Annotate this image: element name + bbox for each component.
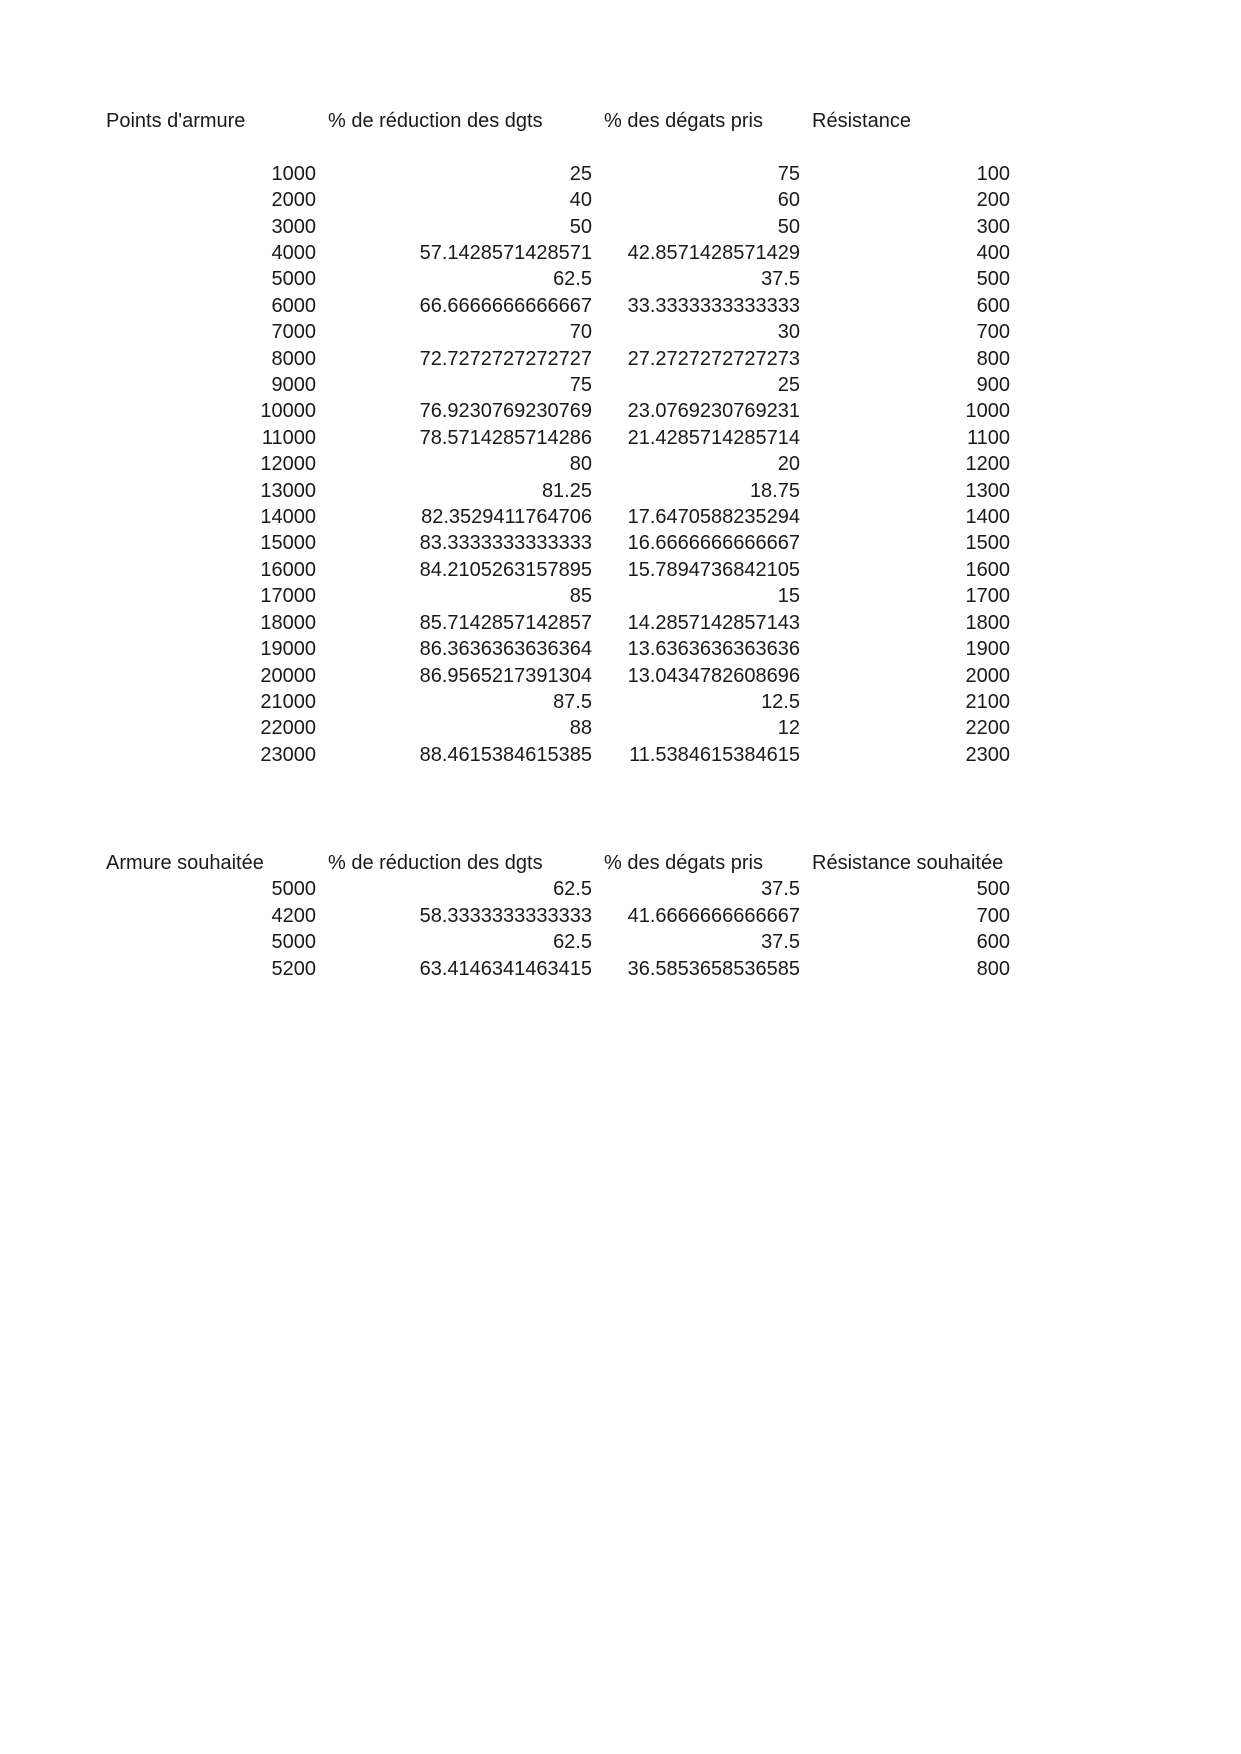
table-row — [100, 266, 1016, 292]
table-row — [100, 187, 1016, 213]
table-cell: 4200 — [271, 904, 316, 927]
table-cell: 1400 — [965, 506, 1010, 529]
table-row — [100, 214, 1016, 240]
table-cell: 63.4146341463415 — [419, 957, 592, 980]
table-row — [100, 956, 1016, 982]
table-cell: 15.7894736842105 — [627, 558, 800, 581]
table-row — [100, 451, 1016, 477]
table-cell: 14.2857142857143 — [627, 611, 800, 634]
table-cell: 500 — [976, 268, 1010, 291]
table-cell: 37.5 — [761, 268, 800, 291]
table-cell: 25 — [777, 374, 800, 397]
table-cell: 58.3333333333333 — [419, 904, 592, 927]
table-row — [100, 557, 1016, 583]
table-cell: 8000 — [271, 347, 316, 370]
table-cell: 300 — [976, 215, 1010, 238]
table-row — [100, 319, 1016, 345]
table-row — [100, 663, 1016, 689]
table-cell: 9000 — [271, 374, 316, 397]
desired-armor-table — [100, 850, 1016, 982]
table-cell: 40 — [569, 189, 592, 212]
table-cell: 600 — [976, 931, 1010, 954]
table-cell: 18.75 — [749, 479, 800, 502]
table-row — [100, 161, 1016, 187]
table-cell: 62.5 — [553, 268, 592, 291]
table-cell: 88.4615384615385 — [419, 743, 592, 766]
table-cell: 81.25 — [541, 479, 592, 502]
table-cell: 1100 — [966, 426, 1010, 449]
table-cell: 13.0434782608696 — [627, 664, 800, 687]
table-cell: 11.5384615384615 — [629, 743, 800, 766]
desired-armor-table-body — [100, 876, 1016, 982]
table-cell: 83.3333333333333 — [419, 532, 592, 555]
table-cell: 4000 — [271, 242, 316, 265]
table-row — [100, 742, 1016, 768]
table-cell: 80 — [569, 453, 592, 476]
table-row — [100, 715, 1016, 741]
table-row — [100, 504, 1016, 530]
table-row — [100, 398, 1016, 424]
table-cell: 27.2727272727273 — [627, 347, 800, 370]
header-cell: % de réduction des dgts — [328, 110, 543, 132]
table-cell: 18000 — [260, 611, 316, 634]
table-row — [100, 903, 1016, 929]
header-row — [100, 108, 1016, 134]
armor-table-body — [100, 134, 1016, 768]
table-cell: 76.9230769230769 — [419, 400, 592, 423]
header-cell: % de réduction des dgts — [328, 852, 543, 874]
table-cell: 1600 — [965, 558, 1010, 581]
table-cell: 15 — [777, 585, 800, 608]
table-row — [100, 372, 1016, 398]
table-row — [100, 293, 1016, 319]
table-cell: 62.5 — [553, 931, 592, 954]
table-cell: 25 — [569, 162, 592, 185]
table-cell: 36.5853658536585 — [627, 957, 800, 980]
table-cell: 87.5 — [553, 690, 592, 713]
table-cell: 17000 — [260, 585, 316, 608]
table-cell: 1000 — [965, 400, 1010, 423]
table-cell: 5000 — [271, 878, 316, 901]
table-cell: 41.6666666666667 — [627, 904, 800, 927]
table-cell: 400 — [976, 242, 1010, 265]
table-cell: 75 — [777, 162, 800, 185]
table-cell: 500 — [976, 878, 1010, 901]
table-cell: 14000 — [260, 506, 316, 529]
table-cell: 85 — [569, 585, 592, 608]
armor-table — [100, 108, 1016, 768]
table-cell: 200 — [976, 189, 1010, 212]
header-cell: Points d'armure — [106, 110, 246, 132]
table-cell: 800 — [976, 957, 1010, 980]
table-cell: 37.5 — [761, 931, 800, 954]
table-cell: 86.9565217391304 — [419, 664, 592, 687]
table-cell: 30 — [777, 321, 800, 344]
table-cell: 1500 — [965, 532, 1010, 555]
table-cell: 2100 — [965, 690, 1010, 713]
table-cell: 11000 — [261, 426, 316, 449]
table-row — [100, 929, 1016, 955]
table-cell: 1300 — [965, 479, 1010, 502]
table-cell: 42.8571428571429 — [627, 242, 800, 265]
table-cell: 86.3636363636364 — [419, 638, 592, 661]
header-cell: Résistance — [812, 110, 911, 132]
table-row — [100, 346, 1016, 372]
table-cell: 2000 — [271, 189, 316, 212]
table-cell: 15000 — [260, 532, 316, 555]
table-cell: 23.0769230769231 — [627, 400, 800, 423]
header-cell: Résistance souhaitée — [812, 852, 1004, 874]
table-cell: 21.4285714285714 — [627, 426, 800, 449]
table-cell: 2200 — [965, 717, 1010, 740]
table-cell: 17.6470588235294 — [627, 506, 800, 529]
header-cell: % des dégats pris — [604, 852, 763, 874]
header-cell: % des dégats pris — [604, 110, 763, 132]
table-cell: 37.5 — [761, 878, 800, 901]
table-row — [100, 478, 1016, 504]
table-cell: 600 — [976, 294, 1010, 317]
table-cell: 50 — [777, 215, 800, 238]
table-cell: 85.7142857142857 — [419, 611, 592, 634]
table-cell: 1800 — [965, 611, 1010, 634]
table-cell: 900 — [976, 374, 1010, 397]
table-cell: 1200 — [965, 453, 1010, 476]
table-cell: 700 — [976, 904, 1010, 927]
table-row — [100, 240, 1016, 266]
table-row — [100, 876, 1016, 902]
table-cell: 5000 — [271, 931, 316, 954]
table-cell: 3000 — [271, 215, 316, 238]
table-cell: 70 — [569, 321, 592, 344]
table-cell: 50 — [569, 215, 592, 238]
table-cell: 16000 — [260, 558, 316, 581]
table-cell: 78.5714285714286 — [419, 426, 592, 449]
table-cell: 33.3333333333333 — [627, 294, 800, 317]
table-cell: 100 — [976, 162, 1010, 185]
table-cell: 20000 — [260, 664, 316, 687]
table-row — [100, 610, 1016, 636]
table-cell: 57.1428571428571 — [419, 242, 592, 265]
table-cell: 19000 — [260, 638, 316, 661]
table-cell: 20 — [777, 453, 800, 476]
table-cell: 13000 — [260, 479, 316, 502]
header-row — [100, 850, 1016, 876]
table-cell: 10000 — [260, 400, 316, 423]
table-cell: 75 — [569, 374, 592, 397]
table-row — [100, 636, 1016, 662]
table-cell: 6000 — [271, 294, 316, 317]
table-cell: 23000 — [260, 743, 316, 766]
table-row — [100, 530, 1016, 556]
table-cell: 12 — [777, 717, 800, 740]
table-cell: 800 — [976, 347, 1010, 370]
table-cell: 2000 — [965, 664, 1010, 687]
table-cell: 5200 — [271, 957, 316, 980]
table-cell: 16.6666666666667 — [627, 532, 800, 555]
table-cell: 60 — [777, 189, 800, 212]
table-cell: 7000 — [271, 321, 316, 344]
table-cell: 13.6363636363636 — [627, 638, 800, 661]
table-cell: 62.5 — [553, 878, 592, 901]
table-cell: 5000 — [271, 268, 316, 291]
table-cell: 21000 — [260, 690, 316, 713]
table-cell: 82.3529411764706 — [421, 506, 592, 529]
table-cell: 88 — [569, 717, 592, 740]
table-cell: 12.5 — [761, 690, 800, 713]
table-cell: 22000 — [260, 717, 316, 740]
table-cell: 72.7272727272727 — [419, 347, 592, 370]
table-cell: 700 — [976, 321, 1010, 344]
table-cell: 66.6666666666667 — [419, 294, 592, 317]
table-cell: 1900 — [965, 638, 1010, 661]
table-cell: 2300 — [965, 743, 1010, 766]
table-row — [100, 425, 1016, 451]
table-cell: 1700 — [965, 585, 1010, 608]
table-cell: 12000 — [260, 453, 316, 476]
table-cell: 1000 — [271, 162, 316, 185]
table-row — [100, 583, 1016, 609]
empty-row — [100, 134, 1016, 160]
table-row — [100, 689, 1016, 715]
header-cell: Armure souhaitée — [106, 852, 264, 874]
table-cell: 84.2105263157895 — [419, 558, 592, 581]
